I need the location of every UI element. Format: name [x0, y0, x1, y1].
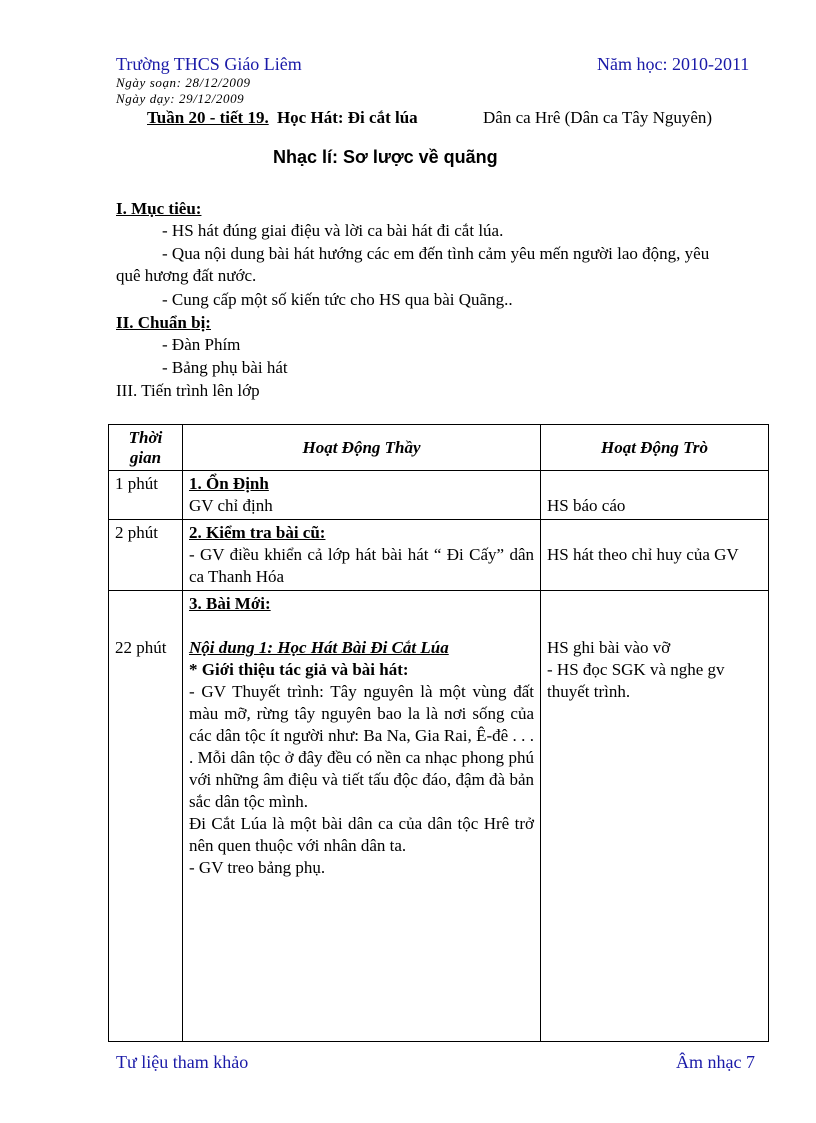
objectives-heading: I. Mục tiêu:: [116, 199, 202, 218]
prep-date: Ngày soạn: 28/12/2009: [116, 75, 251, 90]
teacher-line: - GV Thuyết trình: Tây nguyên là một vùng đất màu mỡ, rừng tây nguyên bao la là nơi sống của các dân tộc ít người như: Ba Na, Gia Rai, Ê-đê . . . . Mỗi dân tộc ở đây đều có nền ca nhạc phong phú với những âm điệu và tiết tấu độc đáo, đậm đà bản sắc dân tộc mình.: [189, 682, 534, 811]
step-title: 1. Ổn Định: [189, 474, 269, 493]
objective-item: - HS hát đúng giai điệu và lời ca bài hát đi cắt lúa.: [162, 221, 504, 240]
time-cell: 2 phút: [109, 520, 183, 591]
header-student: Hoạt Động Trò: [541, 425, 769, 471]
student-line: HS hát theo chỉ huy của GV: [547, 545, 739, 564]
student-cell: [541, 520, 769, 591]
student-cell: [541, 591, 769, 1042]
student-line: HS báo cáo: [547, 496, 626, 515]
page-subtitle: Nhạc lí: Sơ lược về quãng: [273, 147, 498, 167]
student-cell: [541, 471, 769, 520]
song-origin: Dân ca Hrê (Dân ca Tây Nguyên): [483, 108, 713, 127]
time-cell: [109, 591, 183, 1042]
student-line: HS ghi bài vào vỡ: [547, 638, 671, 657]
table-row: [109, 591, 769, 1042]
lesson-plan-table: [108, 424, 769, 1042]
step-title: 3. Bài Mới:: [189, 594, 271, 613]
footer-left: Tư liệu tham khảo: [116, 1052, 249, 1072]
teach-date: Ngày dạy: 29/12/2009: [116, 91, 245, 106]
teacher-line: GV chỉ định: [189, 496, 273, 515]
preparation-item: - Đàn Phím: [162, 335, 241, 354]
teacher-cell: [183, 520, 541, 591]
header-time: Thời gian: [109, 425, 183, 471]
preparation-heading: II. Chuẩn bị:: [116, 313, 211, 332]
intro-title: * Giới thiệu tác giả và bài hát:: [189, 660, 409, 679]
time-cell: 1 phút: [109, 471, 183, 520]
process-heading: III. Tiến trình lên lớp: [116, 381, 260, 400]
school-year: Năm học: 2010-2011: [597, 54, 750, 74]
content-title: Nội dung 1: Học Hát Bài Đi Cắt Lúa: [189, 638, 449, 657]
table-header-row: [109, 425, 769, 471]
student-line: - HS đọc SGK và nghe gv thuyết trình.: [547, 660, 725, 701]
teacher-line: Đi Cắt Lúa là một bài dân ca của dân tộc Hrê trở nên quen thuộc với nhân dân ta.: [189, 814, 534, 855]
teacher-cell: [183, 471, 541, 520]
school-name: Trường THCS Giáo Liêm: [116, 54, 302, 74]
preparation-item: - Bảng phụ bài hát: [162, 358, 288, 377]
teacher-line: - GV điều khiển cả lớp hát bài hát “ Đi Cấy” dân ca Thanh Hóa: [189, 545, 534, 586]
objective-item: quê hương đất nước.: [116, 266, 257, 285]
lesson-line: [147, 108, 418, 128]
lesson-title: Học Hát: Đi cắt lúa: [276, 108, 418, 127]
time-value: 22 phút: [115, 638, 167, 657]
footer-right: Âm nhạc 7: [676, 1052, 755, 1072]
step-title: 2. Kiểm tra bài cũ:: [189, 523, 326, 542]
header-teacher: Hoạt Động Thầy: [183, 425, 541, 471]
teacher-line: - GV treo bảng phụ.: [189, 858, 326, 877]
objective-item: - Qua nội dung bài hát hướng các em đến tình cảm yêu mến người lao động, yêu: [162, 244, 710, 263]
table-row: [109, 520, 769, 591]
objective-item: - Cung cấp một số kiến tức cho HS qua bài Quãng..: [162, 290, 513, 309]
table-row: [109, 471, 769, 520]
teacher-cell: [183, 591, 541, 1042]
week-label: Tuần 20 - tiết 19.: [147, 108, 269, 127]
